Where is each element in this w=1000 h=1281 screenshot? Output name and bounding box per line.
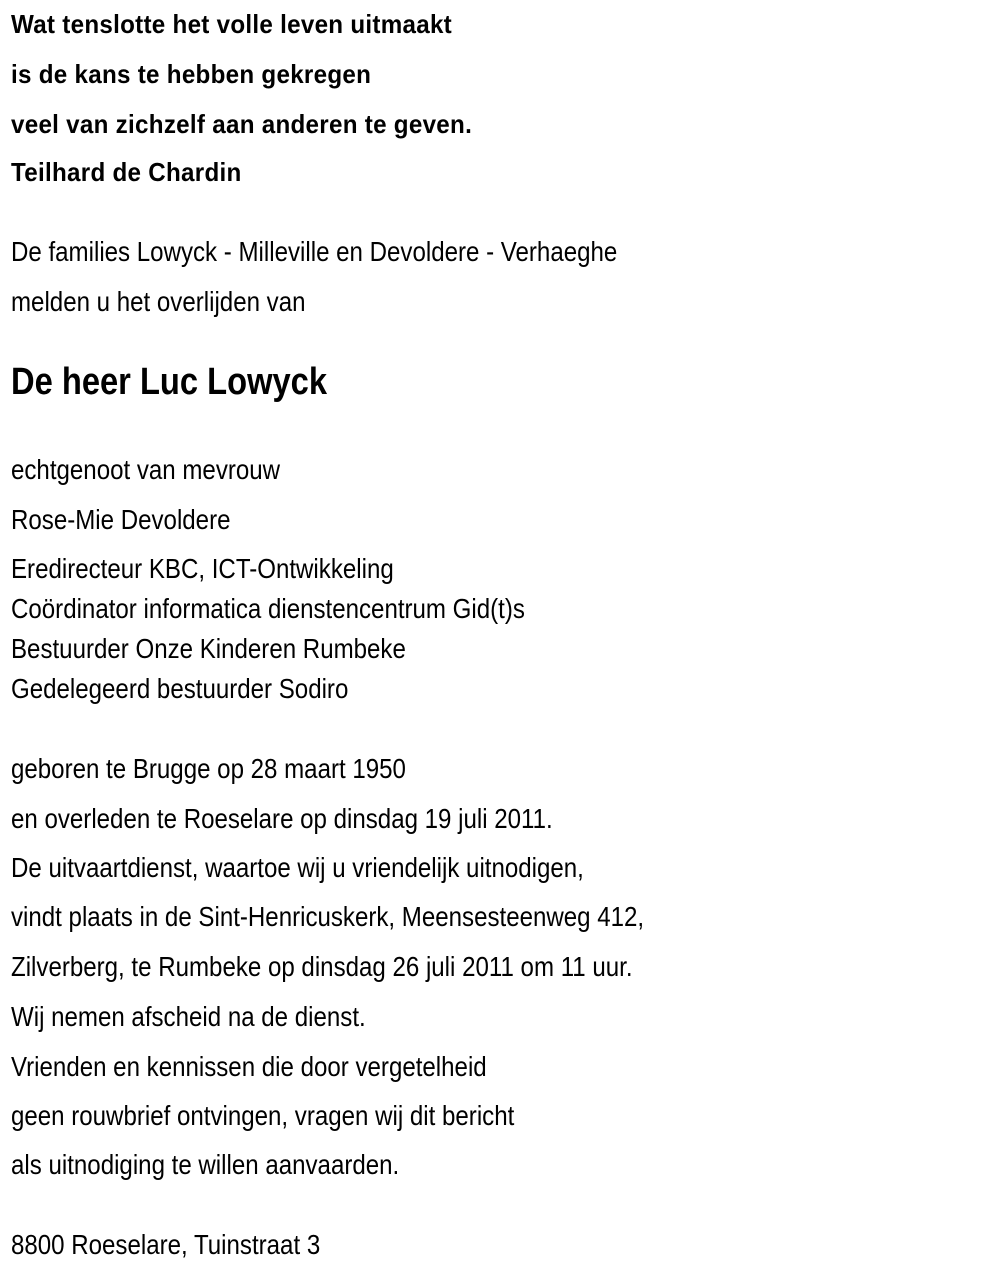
detail-line: Wij nemen afscheid na de dienst.	[11, 1001, 366, 1032]
address: 8800 Roeselare, Tuinstraat 3	[11, 1229, 321, 1260]
announcement-line: melden u het overlijden van	[11, 286, 306, 317]
detail-line: geboren te Brugge op 28 maart 1950	[11, 753, 406, 784]
quote-author: Teilhard de Chardin	[11, 157, 242, 187]
detail-line: als uitnodiging te willen aanvaarden.	[11, 1149, 400, 1180]
detail-line: Zilverberg, te Rumbeke op dinsdag 26 juli 2011 om 11 uur.	[11, 951, 633, 982]
quote-line: Wat tenslotte het volle leven uitmaakt	[11, 9, 453, 39]
announcement-line: De families Lowyck - Milleville en Devoldere - Verhaeghe	[11, 236, 618, 267]
function-line: Bestuurder Onze Kinderen Rumbeke	[11, 633, 406, 664]
detail-line: vindt plaats in de Sint-Henricuskerk, Meensesteenweg 412,	[11, 901, 645, 932]
detail-line: De uitvaartdienst, waartoe wij u vriendelijk uitnodigen,	[11, 852, 584, 883]
function-line: Gedelegeerd bestuurder Sodiro	[11, 673, 349, 704]
detail-line: en overleden te Roeselare op dinsdag 19 juli 2011.	[11, 803, 553, 834]
function-line: Coördinator informatica dienstencentrum Gid(t)s	[11, 593, 525, 624]
function-line: Eredirecteur KBC, ICT-Ontwikkeling	[11, 553, 394, 584]
spouse-line: echtgenoot van mevrouw	[11, 454, 281, 485]
quote-line: veel van zichzelf aan anderen te geven.	[11, 109, 473, 139]
detail-line: geen rouwbrief ontvingen, vragen wij dit bericht	[11, 1100, 515, 1131]
deceased-name: De heer Luc Lowyck	[11, 361, 328, 403]
detail-line: Vrienden en kennissen die door vergetelheid	[11, 1051, 487, 1082]
spouse-name: Rose-Mie Devoldere	[11, 504, 231, 535]
quote-line: is de kans te hebben gekregen	[11, 59, 372, 89]
